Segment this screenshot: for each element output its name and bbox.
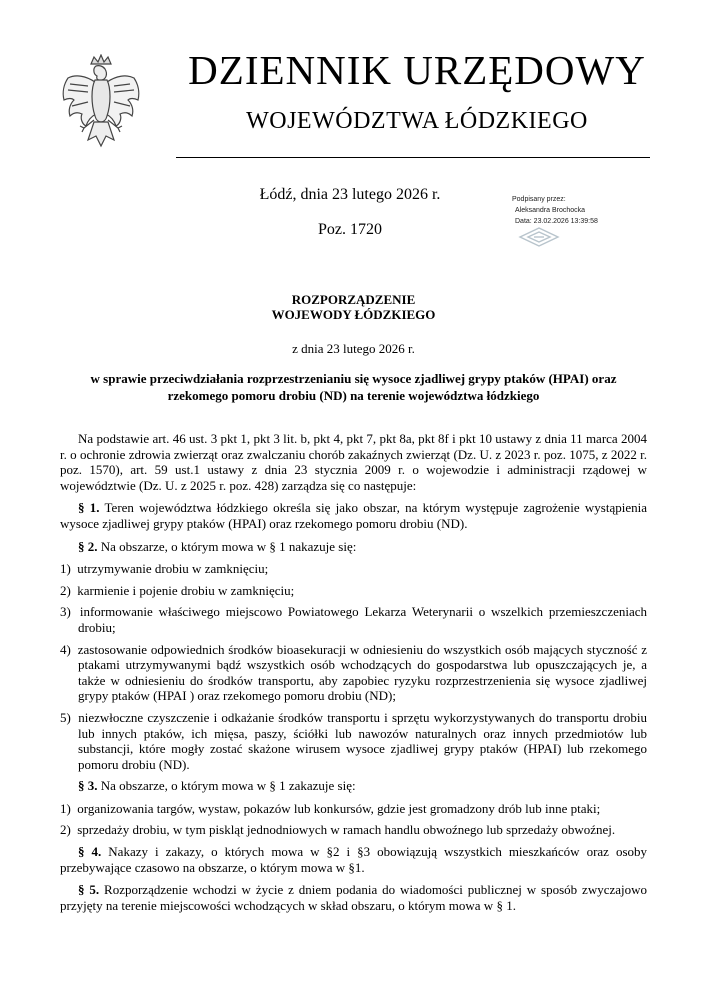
signature-seal-icon — [514, 226, 564, 248]
act-subject-line: rzekomego pomoru drobiu (ND) na terenie województwa łódzkiego — [167, 388, 540, 403]
act-subject — [60, 370, 647, 404]
section-text: Rozporządzenie wchodzi w życie z dniem podania do wiadomości publicznej w sposób zwyczajowo przyjęty na terenie miejscowości wchodzących w skład obszaru, o którym mowa w § 1. — [60, 882, 648, 913]
publication-date: Łódź, dnia 23 lutego 2026 r. — [259, 186, 441, 203]
list-number: 2) — [60, 582, 71, 598]
list-item — [60, 822, 647, 838]
act-date: z dnia 23 lutego 2026 r. — [292, 341, 415, 356]
preamble: Na podstawie art. 46 ust. 3 pkt 1, pkt 3 lit. b, pkt 4, pkt 7, pkt 8a, pkt 8f i pkt 10 ustawy z dnia 11 marca 2004 r. o ochronie zdrowia zwierząt oraz zwalczaniu chorób zakaźnych zwierząt (Dz. U. z 2023 r. poz. 1075, z 2022 r. poz. 1570), art. 59 ust.1 ustawy z dnia 23 stycznia 2009 r. o wojewodzie i administracji rządowej w województwie (Dz. U. z 2025 r. poz. 428) zarządza się co następuje: — [60, 431, 647, 493]
list-number: 1) — [60, 561, 71, 577]
section-1 — [60, 500, 647, 531]
list-item — [60, 561, 647, 577]
list-item — [60, 801, 647, 817]
section-text: Nakazy i zakazy, o których mowa w §2 i §3 obowiązują wszystkich mieszkańców oraz osoby przebywające czasowo na obszarze, o którym mowa w §1. — [60, 844, 648, 875]
list-text: organizowania targów, wystaw, pokazów lub konkursów, gdzie jest gromadzony drób lub inne ptaki; — [77, 800, 601, 816]
list-number: 4) — [60, 641, 71, 657]
journal-subtitle: WOJEWÓDZTWA ŁÓDZKIEGO — [246, 108, 588, 134]
section-4 — [60, 844, 647, 875]
list-text: sprzedaży drobiu, w tym piskląt jednodniowych w ramach handlu obwoźnego lub sprzedaży obwoźnej. — [77, 822, 616, 838]
document-body — [60, 431, 647, 920]
section-text: Na obszarze, o którym mowa w § 1 nakazuje się: — [100, 538, 357, 554]
section-text: Na obszarze, o którym mowa w § 1 zakazuje się: — [100, 778, 356, 794]
position-number: Poz. 1720 — [318, 221, 382, 238]
journal-title: DZIENNIK URZĘDOWY — [188, 47, 646, 93]
act-issuer: WOJEWODY ŁÓDZKIEGO — [271, 307, 436, 322]
list-item — [60, 642, 647, 704]
act-subject-line: w sprawie przeciwdziałania rozprzestrzenianiu się wysoce zjadliwej grypy ptaków (HPAI) oraz — [90, 371, 617, 386]
eagle-emblem-icon — [58, 54, 144, 156]
section-mark: § 4. — [78, 844, 102, 860]
header-divider — [176, 157, 650, 158]
section-mark: § 2. — [78, 538, 98, 554]
act-type: ROZPORZĄDZENIE — [291, 292, 416, 307]
list-number: 5) — [60, 709, 71, 725]
section-2 — [60, 539, 647, 555]
signature-label: Podpisany przez: — [512, 196, 566, 203]
list-text: niezwłoczne czyszczenie i odkażanie środków transportu i sprzętu wykorzystywanych do transportu drobiu lub innych ptaków, ich mięsa, paszy, ściółki lub nawozów naturalnych oraz innych przedmiotów lub substancji, które mogły zostać skażone wirusem wysoce zjadliwej grypy ptaków (HPAI) lub rzekomego pomoru drobiu (ND). — [78, 709, 647, 772]
list-text: karmienie i pojenie drobiu w zamknięciu; — [77, 582, 295, 598]
section-3 — [60, 778, 647, 794]
list-item — [60, 583, 647, 599]
digital-signature-block — [512, 194, 662, 227]
list-number: 3) — [60, 604, 71, 620]
signature-signer: Aleksandra Brochocka — [515, 207, 586, 214]
section-mark: § 3. — [78, 778, 98, 794]
section-mark: § 5. — [78, 882, 100, 898]
section-5 — [60, 882, 647, 913]
signature-date: Data: 23.02.2026 13:39:58 — [515, 218, 598, 225]
list-number: 2) — [60, 822, 71, 838]
list-text: informowanie właściwego miejscowo Powiatowego Lekarza Weterynarii o wszelkich przemieszczeniach drobiu; — [78, 604, 648, 635]
list-number: 1) — [60, 800, 71, 816]
list-item — [60, 604, 647, 635]
section-text: Teren województwa łódzkiego określa się jako obszar, na którym występuje zagrożenie wystąpienia wysoce zjadliwej grypy ptaków (HPAI) oraz rzekomego pomoru drobiu (ND). — [60, 500, 648, 531]
list-text: zastosowanie odpowiednich środków bioasekuracji w odniesieniu do wszystkich osób mających styczność z ptakami utrzymywanymi bądź wszystkich osób wchodzących do gospodarstwa lub opuszczających je, a także w odniesieniu do środków transportu, aby zapobiec ryzyku rozprzestrzenienia się wysoce zjadliwej grypy ptaków (HPAI ) oraz rzekomego pomoru drobiu (ND); — [77, 641, 647, 704]
list-text: utrzymywanie drobiu w zamknięciu; — [77, 561, 269, 577]
section-mark: § 1. — [78, 500, 100, 516]
list-item — [60, 710, 647, 772]
